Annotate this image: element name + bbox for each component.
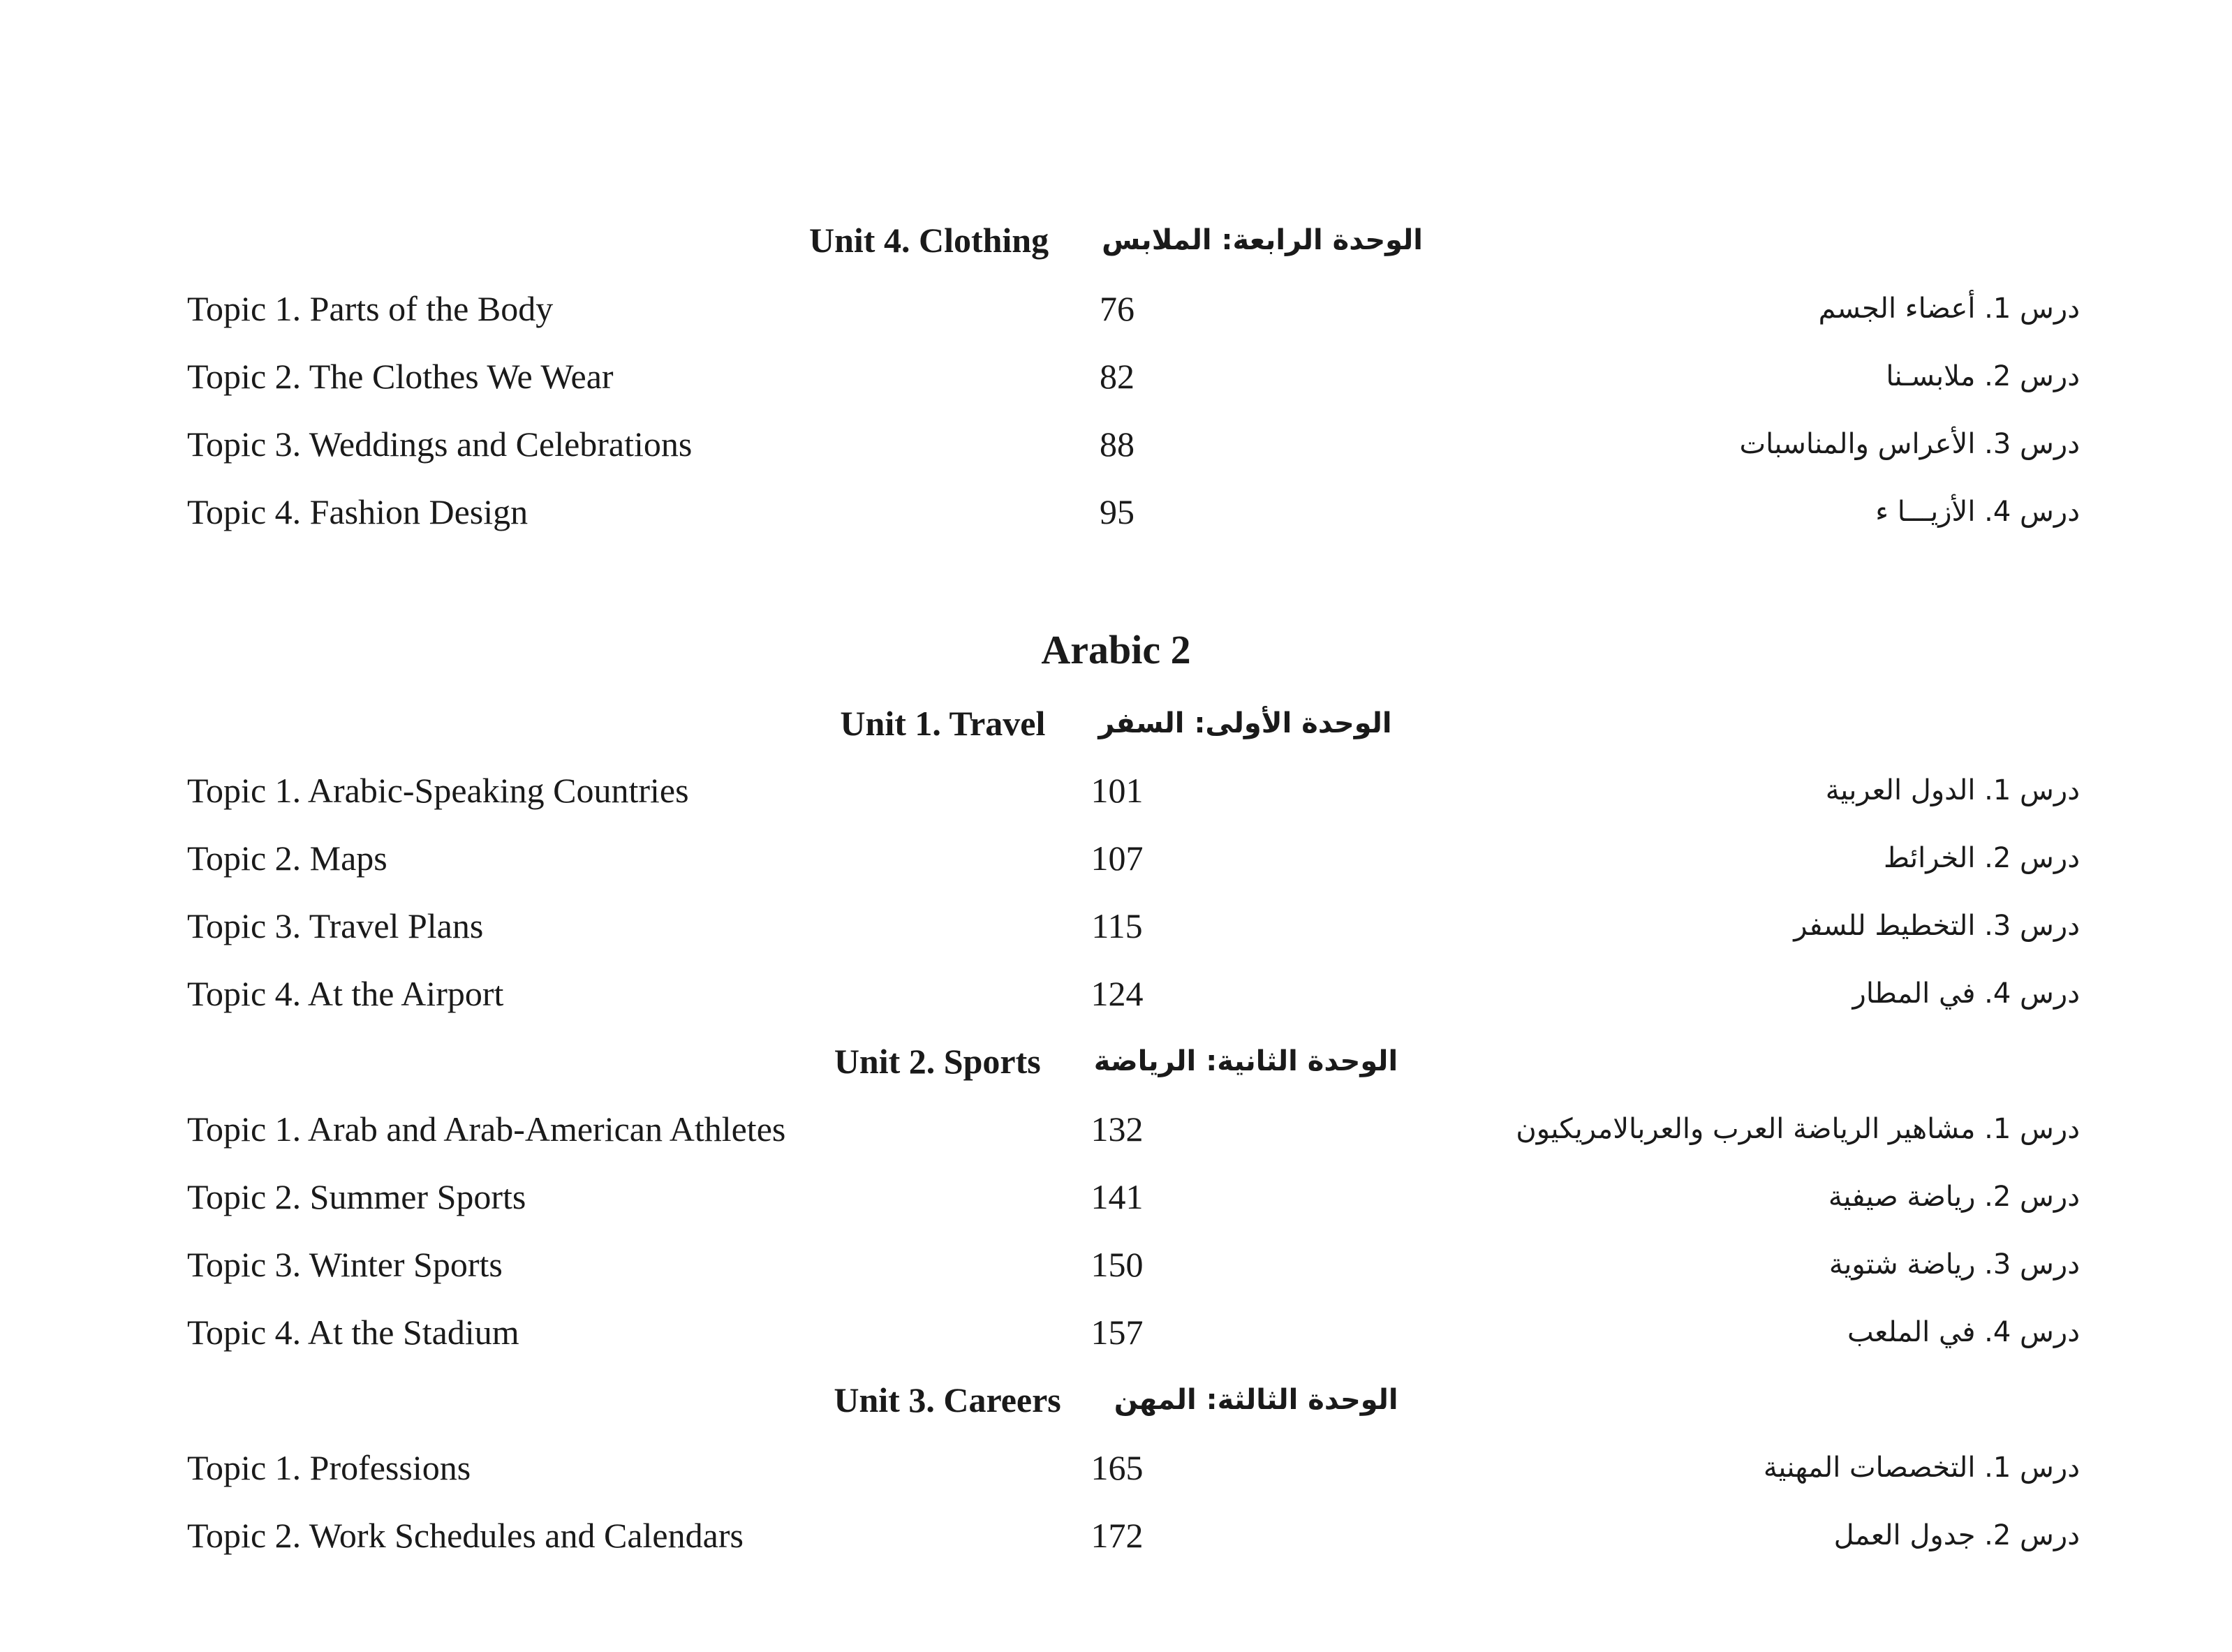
topic-title-ar: درس 1. التخصصات المهنية [1763, 1452, 2080, 1484]
topic-title-en: Topic 2. Summer Sports [187, 1177, 526, 1216]
topic-title-ar: درس 3. الأعراس والمناسبات [1739, 428, 2080, 460]
topic-title-en: Topic 3. Weddings and Celebrations [187, 425, 693, 464]
toc-row [0, 1513, 2232, 1558]
page-number: 76 [1100, 289, 1135, 328]
topic-title-en: Topic 1. Professions [187, 1448, 471, 1487]
toc-row [0, 422, 2232, 466]
topic-title-en: Topic 4. At the Stadium [187, 1313, 519, 1352]
page-number: 150 [1091, 1245, 1144, 1284]
topic-title-en: Topic 1. Parts of the Body [187, 289, 554, 328]
page-number: 82 [1100, 357, 1135, 396]
topic-title-ar: درس 3. رياضة شتوية [1828, 1248, 2080, 1281]
toc-row [0, 971, 2232, 1016]
page-number: 157 [1091, 1313, 1144, 1352]
topic-title-en: Topic 3. Winter Sports [187, 1245, 503, 1284]
topic-title-en: Topic 2. Work Schedules and Calendars [187, 1516, 744, 1555]
unit-title-en: Unit 4. Clothing [809, 221, 1049, 260]
page-number: 132 [1091, 1109, 1144, 1149]
page-number: 95 [1100, 492, 1135, 531]
page-number: 165 [1091, 1448, 1144, 1487]
page-number: 141 [1091, 1177, 1144, 1216]
topic-title-ar: درس 2. رياضة صيفية [1828, 1181, 2080, 1213]
topic-title-en: Topic 1. Arabic-Speaking Countries [187, 771, 689, 810]
page-number: 124 [1091, 974, 1144, 1013]
unit-title-en: Unit 3. Careers [834, 1380, 1061, 1419]
page-number: 172 [1091, 1516, 1144, 1555]
topic-title-ar: درس 1. مشاهير الرياضة العرب والعربالامريكيون [1516, 1113, 2080, 1145]
unit-title-en: Unit 2. Sports [834, 1042, 1041, 1081]
page-number: 88 [1100, 425, 1135, 464]
unit-title-en: Unit 1. Travel [840, 704, 1046, 743]
topic-title-en: Topic 2. The Clothes We Wear [187, 357, 614, 396]
toc-row [0, 904, 2232, 948]
topic-title-ar: درس 1. الدول العربية [1825, 774, 2080, 806]
topic-title-en: Topic 3. Travel Plans [187, 906, 484, 945]
topic-title-ar: درس 3. التخطيط للسفر [1794, 910, 2080, 942]
topic-title-en: Topic 2. Maps [187, 839, 387, 878]
unit-header-travel [0, 701, 2232, 746]
topic-title-en: Topic 1. Arab and Arab-American Athletes [187, 1109, 786, 1149]
topic-title-en: Topic 4. Fashion Design [187, 492, 529, 531]
toc-row [0, 1242, 2232, 1287]
unit-title-ar: الوحدة الثالثة: المهن [1114, 1384, 1398, 1416]
unit-header-sports [0, 1039, 2232, 1084]
topic-title-en: Topic 4. At the Airport [187, 974, 504, 1013]
toc-row [0, 489, 2232, 534]
unit-title-ar: الوحدة الرابعة: الملابس [1102, 224, 1423, 256]
topic-title-ar: درس 2. جدول العمل [1833, 1519, 2080, 1551]
toc-row [0, 1310, 2232, 1355]
unit-title-ar: الوحدة الأولى: السفر [1098, 707, 1392, 739]
page-number: 107 [1091, 839, 1144, 878]
toc-row [0, 354, 2232, 399]
topic-title-ar: درس 4. في الملعب [1847, 1316, 2080, 1348]
toc-row [0, 1445, 2232, 1490]
topic-title-ar: درس 4. الأزيـــا ء [1875, 496, 2080, 528]
topic-title-ar: درس 2. ملابسـنا [1886, 360, 2080, 392]
toc-row [0, 836, 2232, 880]
toc-row [0, 1174, 2232, 1219]
toc-row [0, 1107, 2232, 1151]
page-number: 101 [1091, 771, 1144, 810]
page-number: 115 [1091, 906, 1143, 945]
book-title: Arabic 2 [1041, 627, 1191, 672]
unit-header-clothing [0, 218, 2232, 263]
topic-title-ar: درس 4. في المطار [1852, 978, 2080, 1010]
topic-title-ar: درس 1. أعضاء الجسم [1818, 293, 2080, 325]
unit-header-careers [0, 1378, 2232, 1422]
toc-row [0, 768, 2232, 813]
unit-title-ar: الوحدة الثانية: الرياضة [1093, 1045, 1398, 1077]
toc-row [0, 286, 2232, 331]
topic-title-ar: درس 2. الخرائط [1884, 842, 2080, 874]
